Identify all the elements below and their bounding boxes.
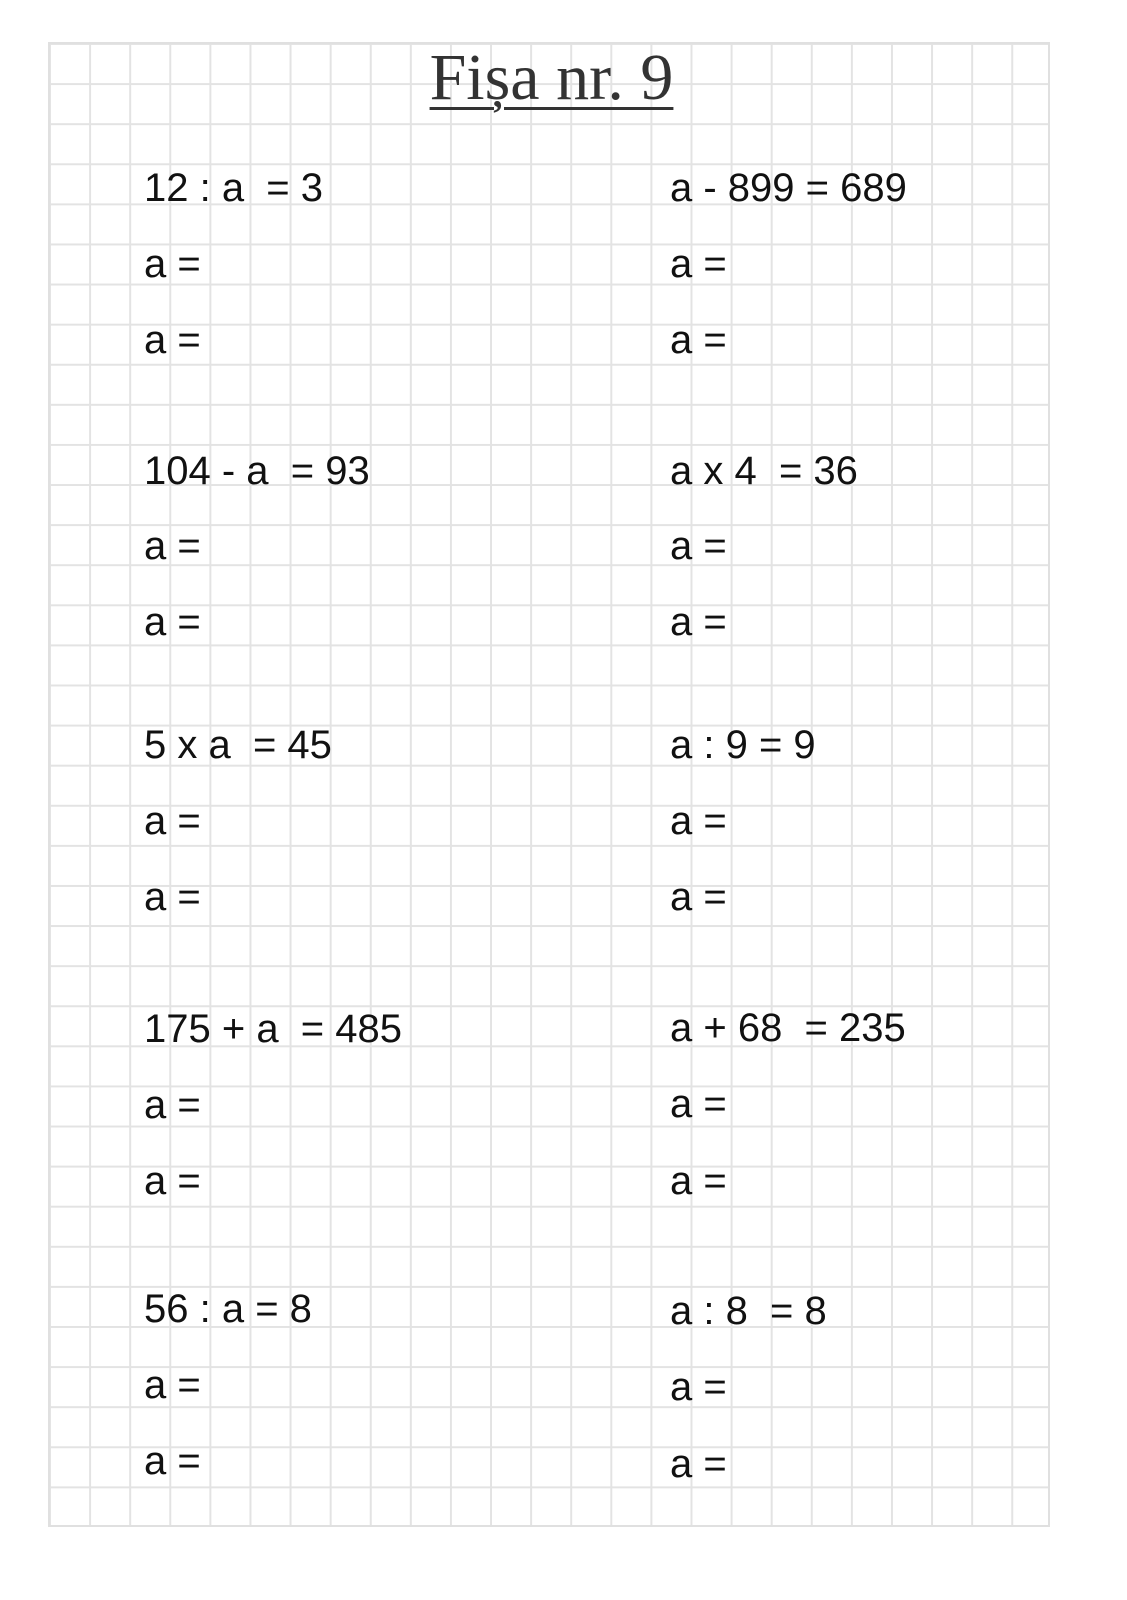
answer-line: a = [670, 524, 727, 568]
equation: a : 9 = 9 [670, 723, 816, 767]
equation: a x 4 = 36 [670, 449, 858, 493]
equation: a + 68 = 235 [670, 1006, 906, 1050]
equation: 175 + a = 485 [144, 1007, 403, 1051]
answer-line: a = [144, 1439, 201, 1483]
answer-line: a = [670, 318, 727, 362]
answer-line: a = [144, 600, 201, 644]
worksheet-title: Fișa nr. 9 [429, 41, 674, 114]
answer-line: a = [144, 524, 201, 568]
equation: 56 : a = 8 [144, 1287, 312, 1331]
answer-line: a = [670, 1442, 727, 1486]
answer-line: a = [670, 1082, 727, 1126]
answer-line: a = [144, 318, 201, 362]
answer-line: a = [144, 242, 201, 286]
answer-line: a = [670, 875, 727, 919]
answer-line: a = [144, 1159, 201, 1203]
answer-line: a = [144, 1083, 201, 1127]
answer-line: a = [144, 799, 201, 843]
equation: a : 8 = 8 [670, 1289, 827, 1333]
answer-line: a = [670, 600, 727, 644]
answer-line: a = [144, 1363, 201, 1407]
answer-line: a = [670, 1365, 727, 1409]
equation: 5 x a = 45 [144, 723, 332, 767]
equation: a - 899 = 689 [670, 166, 907, 210]
answer-line: a = [670, 1159, 727, 1203]
answer-line: a = [144, 875, 201, 919]
answer-line: a = [670, 242, 727, 286]
answer-line: a = [670, 799, 727, 843]
equation: 104 - a = 93 [144, 449, 370, 493]
equation: 12 : a = 3 [144, 166, 324, 210]
